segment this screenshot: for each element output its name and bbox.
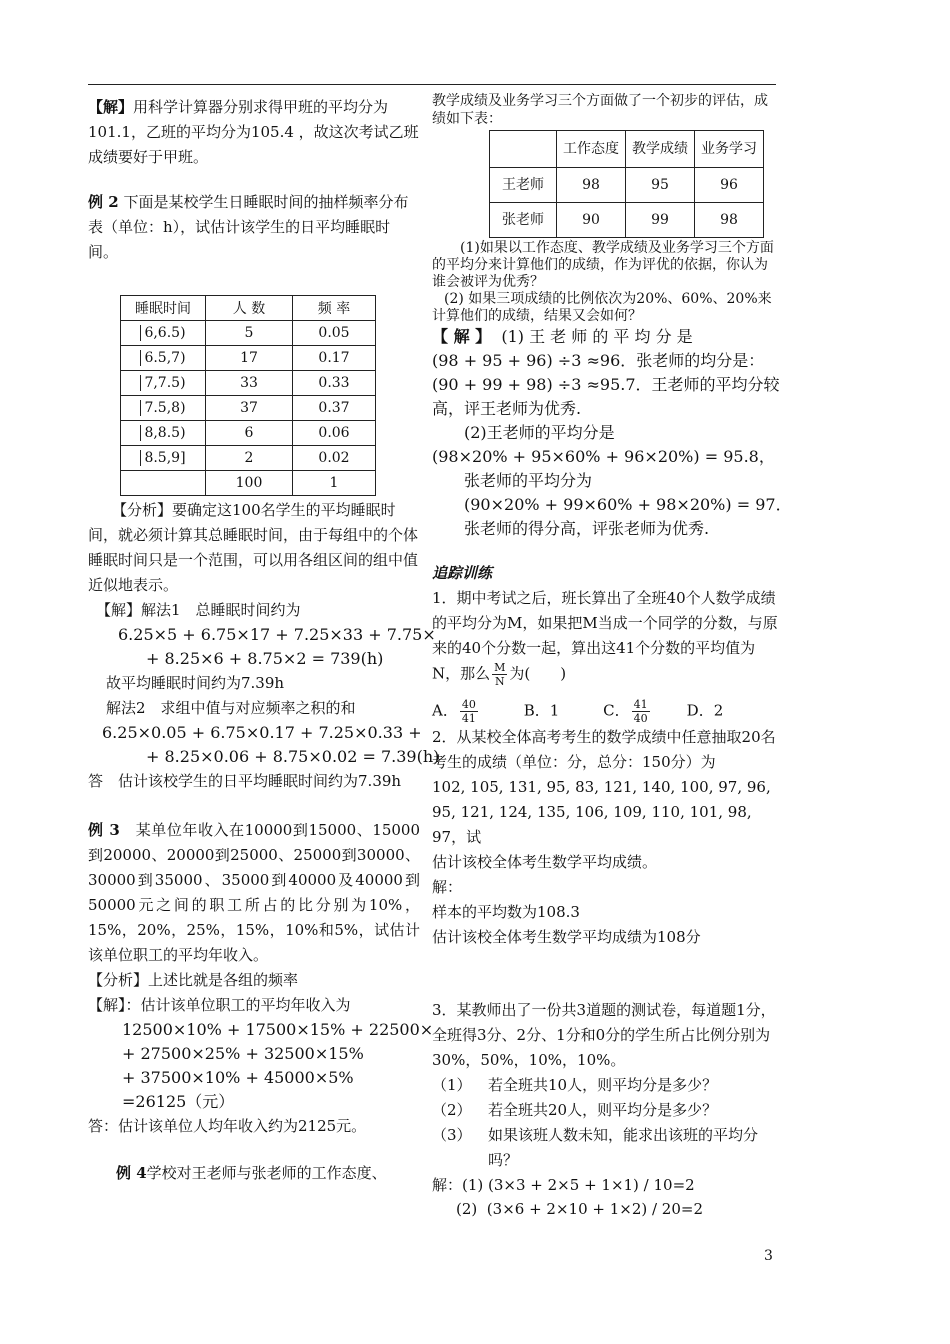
method1-result: 故平均睡眠时间约为7.39h [106,674,285,692]
training-question3-part2 [432,1098,778,1123]
left-column [88,95,440,1186]
example4-problem-cont: 教学成绩及业务学习三个方面做了一个初步的评估，成绩如下表： [432,93,768,127]
table-cell: 0.33 [293,371,376,396]
table-cell: 1 [293,471,376,496]
interval-value: 6.5,7) [140,350,185,366]
training-question2-mean: 样本的平均数为108.3 [432,903,580,921]
table-cell [121,396,206,421]
table-cell: 王老师 [490,168,557,203]
table-row [121,321,376,346]
example1-solution [88,95,420,170]
solution-formula: (3×6 + 2×10 + 1×2) / 20=2 [486,1200,704,1218]
example-label: 例 4 [116,1164,147,1182]
table-cell: 张老师 [490,203,557,238]
example4-solution-line1 [432,325,778,349]
training-question2-data2: 95, 121, 124, 135, 106, 109, 110, 101, 98, 97，试 [432,803,752,846]
example2-answer: 答 估计该校学生的日平均睡眠时间约为7.39h [88,772,402,790]
table-row [121,446,376,471]
table-header-row [121,296,376,321]
table-header-cell: 业务学习 [695,131,764,168]
option-b: B．1 [523,701,560,720]
sleep-frequency-table [120,295,376,496]
table-cell: 96 [695,168,764,203]
training-question3-part1 [432,1073,778,1098]
table-cell: 6 [206,421,293,446]
training-question2-data1: 102, 105, 131, 95, 83, 121, 140, 100, 97, 96, [432,778,771,796]
example2-analysis: 【分析】要确定这100名学生的平均睡眠时间，就必须计算其总睡眠时间，由于每组中的个体睡眠时间只是一个范围，可以用各组区间的组中值近似地表示。 [88,501,419,594]
fraction-m-over-n [492,661,507,688]
table-row [121,371,376,396]
part-number: （1） [432,1076,472,1094]
example-label: 例 2 [88,193,119,211]
example3-solution-title: 【解】：估计该单位职工的平均年收入为 [88,996,351,1014]
method2-formula-line1: 6.25×0.05 + 6.75×0.17 + 7.25×0.33 + [102,723,422,742]
training-question3-part3 [432,1123,778,1173]
example3-answer: 答：估计该单位人均年收入约为2125元。 [88,1117,367,1135]
example4-solution-line4: 高，评王老师为优秀. [432,399,582,418]
training-question3-solution1 [432,1173,778,1197]
part-number: （2） [432,1101,472,1119]
table-row [490,168,764,203]
solution-text: (1) 王 老 师 的 平 均 分 是 [501,327,693,346]
table-cell [121,471,206,496]
method1-formula-line1: 6.25×5 + 6.75×17 + 7.25×33 + 7.75× [118,625,436,644]
example4-solution2-conclusion: 张老师的得分高，评张老师为优秀. [464,519,710,538]
interval-value: 7.5,8) [140,400,185,416]
table-cell: 99 [626,203,695,238]
training-question2: 2．从某校全体高考考生的数学成绩中任意抽取20名考生的成绩（单位：分，总分：150分）为 [432,728,776,771]
example-label: 例 3 [88,821,120,839]
part-text: 若全班共20人，则平均分是多少？ [488,1101,718,1119]
table-cell: 0.37 [293,396,376,421]
table-cell: 98 [695,203,764,238]
table-header-cell [490,131,557,168]
solution-text: 用科学计算器分别求得甲班的平均分为101.1，乙班的平均分为105.4 ，故这次考试乙班成绩要好于甲班。 [88,98,419,166]
table-header-cell: 频 率 [293,296,376,321]
method2-formula-line2: + 8.25×0.06 + 8.75×0.02 = 7.39(h) [146,747,440,766]
solution-label: 解：(1) [432,1176,484,1194]
example3-formula-line3: + 37500×10% + 45000×5% [122,1068,354,1087]
option-a-fraction [460,698,478,725]
fraction-denominator: 41 [461,712,476,725]
example4-solution2-zhang-title: 张老师的平均分为 [464,471,593,490]
table-cell: 5 [206,321,293,346]
question-tail: 为( ) [509,664,567,683]
header-rule [88,84,776,85]
table-cell [121,346,206,371]
interval-value: 8.5,9] [140,450,185,466]
example-text: 某单位年收入在10000到15000、15000到20000、20000到25000、25000到30000、30000到35000、35000到40000及40000到50000元之间的职工所占的比分别为10%，15%，20%，25%，15%，10%和5%，试估计该单位职工的平均年收入。 [88,821,420,964]
table-row [121,421,376,446]
method2-title: 解法2 求组中值与对应频率之积的和 [106,699,356,717]
training-question1-options [432,698,778,725]
table-cell [121,421,206,446]
training-question3-solution2 [432,1197,778,1221]
table-cell: 0.02 [293,446,376,471]
method1-title: 【解】解法1 总睡眠时间约为 [96,601,301,619]
part-text: 如果该班人数未知，能求出该班的平均分吗？ [488,1126,759,1169]
example-text: 下面是某校学生日睡眠时间的抽样频率分布表（单位：h），试估计该学生的日平均睡眠时间。 [88,193,409,261]
example4-problem-start [88,1161,420,1186]
table-cell: 90 [557,203,626,238]
example-text: 学校对王老师与张老师的工作态度、 [146,1164,387,1182]
table-cell [121,321,206,346]
option-c-fraction [632,698,650,725]
page-number: 3 [764,1248,773,1264]
table-total-row [121,471,376,496]
training-section-title: 追踪训练 [432,564,493,582]
fraction-numerator: 41 [633,698,648,711]
fraction-numerator: M [494,661,506,674]
example4-solution2-wang: (98×20% + 95×60% + 96×20%) = 95.8， [432,447,775,466]
interval-value: 8,8.5) [140,425,185,441]
solution-label: 【解】 [88,98,134,116]
right-column [432,92,792,1221]
table-header-cell: 教学成绩 [626,131,695,168]
table-cell: 0.17 [293,346,376,371]
table-row [121,346,376,371]
example3-formula-line4: =26125（元） [122,1092,235,1111]
example4-solution-line3: (90 + 99 + 98) ÷3 ≈95.7．王老师的平均分较 [432,375,780,394]
example3-analysis: 【分析】上述比就是各组的频率 [88,971,299,989]
example4-question1: (1)如果以工作态度、教学成绩及业务学习三个方面的平均分来计算他们的成绩，作为评优的依据，你认为谁会被评为优秀？ [432,240,774,290]
example3-problem [88,818,420,968]
option-a-label: A． [432,701,458,720]
part-number: （3） [432,1126,472,1144]
example3-formula-line1: 12500×10% + 17500×15% + 22500× [122,1020,434,1039]
part-text: 若全班共10人，则平均分是多少？ [488,1076,718,1094]
training-question2-solution-label: 解： [432,878,463,896]
example2-problem [88,190,420,265]
table-cell: 2 [206,446,293,471]
table-cell: 0.06 [293,421,376,446]
solution-formula: (3×3 + 2×5 + 1×1) / 10=2 [488,1176,695,1194]
method1-formula-line2: + 8.25×6 + 8.75×2 = 739(h) [146,649,384,668]
example4-solution2-zhang: (90×20% + 99×60% + 98×20%) = 97． [464,495,792,514]
table-row [121,396,376,421]
training-question3: 3．某教师出了一份共3道题的测试卷，每道题1分，全班得3分、2分、1分和0分的学生所占比例分别为30%，50%，10%，10%。 [432,1001,776,1069]
example4-question2: (2) 如果三项成绩的比例依次为20%、60%、20%来计算他们的成绩，结果又会如何？ [432,291,772,324]
option-d: D．2 [686,701,724,720]
option-c-label: C． [603,701,630,720]
table-cell [121,446,206,471]
fraction-denominator: N [494,675,505,688]
solution-label: (2) [456,1200,478,1218]
training-question1 [432,586,778,688]
example3-formula-line2: + 27500×25% + 32500×15% [122,1044,364,1063]
table-cell: 17 [206,346,293,371]
table-cell: 33 [206,371,293,396]
teacher-score-table [489,130,764,238]
table-cell [121,371,206,396]
example4-solution2-title: (2)王老师的平均分是 [464,423,615,442]
table-cell: 95 [626,168,695,203]
solution-label: 【 解 】 [432,327,492,346]
table-cell: 0.05 [293,321,376,346]
training-question2-estimate: 估计该校全体考生数学平均成绩为108分 [432,928,701,946]
fraction-numerator: 40 [461,698,476,711]
table-header-cell: 工作态度 [557,131,626,168]
interval-value: 6,6.5) [140,325,185,341]
table-cell: 100 [206,471,293,496]
table-row [490,203,764,238]
table-header-cell: 睡眠时间 [121,296,206,321]
interval-value: 7,7.5) [140,375,185,391]
table-header-cell: 人 数 [206,296,293,321]
table-cell: 37 [206,396,293,421]
table-header-row [490,131,764,168]
table-cell: 98 [557,168,626,203]
question-text: 1．期中考试之后，班长算出了全班40个人数学成绩的平均分为M，如果把M当成一个同学的分数，与原来的40个分数一起，算出这41个分数的平均值为N，那么 [432,589,778,683]
fraction-denominator: 40 [633,712,648,725]
example4-solution-line2: (98 + 95 + 96) ÷3 ≈96．张老师的均分是： [432,351,765,370]
training-question2-tail: 估计该校全体考生数学平均成绩。 [432,853,658,871]
